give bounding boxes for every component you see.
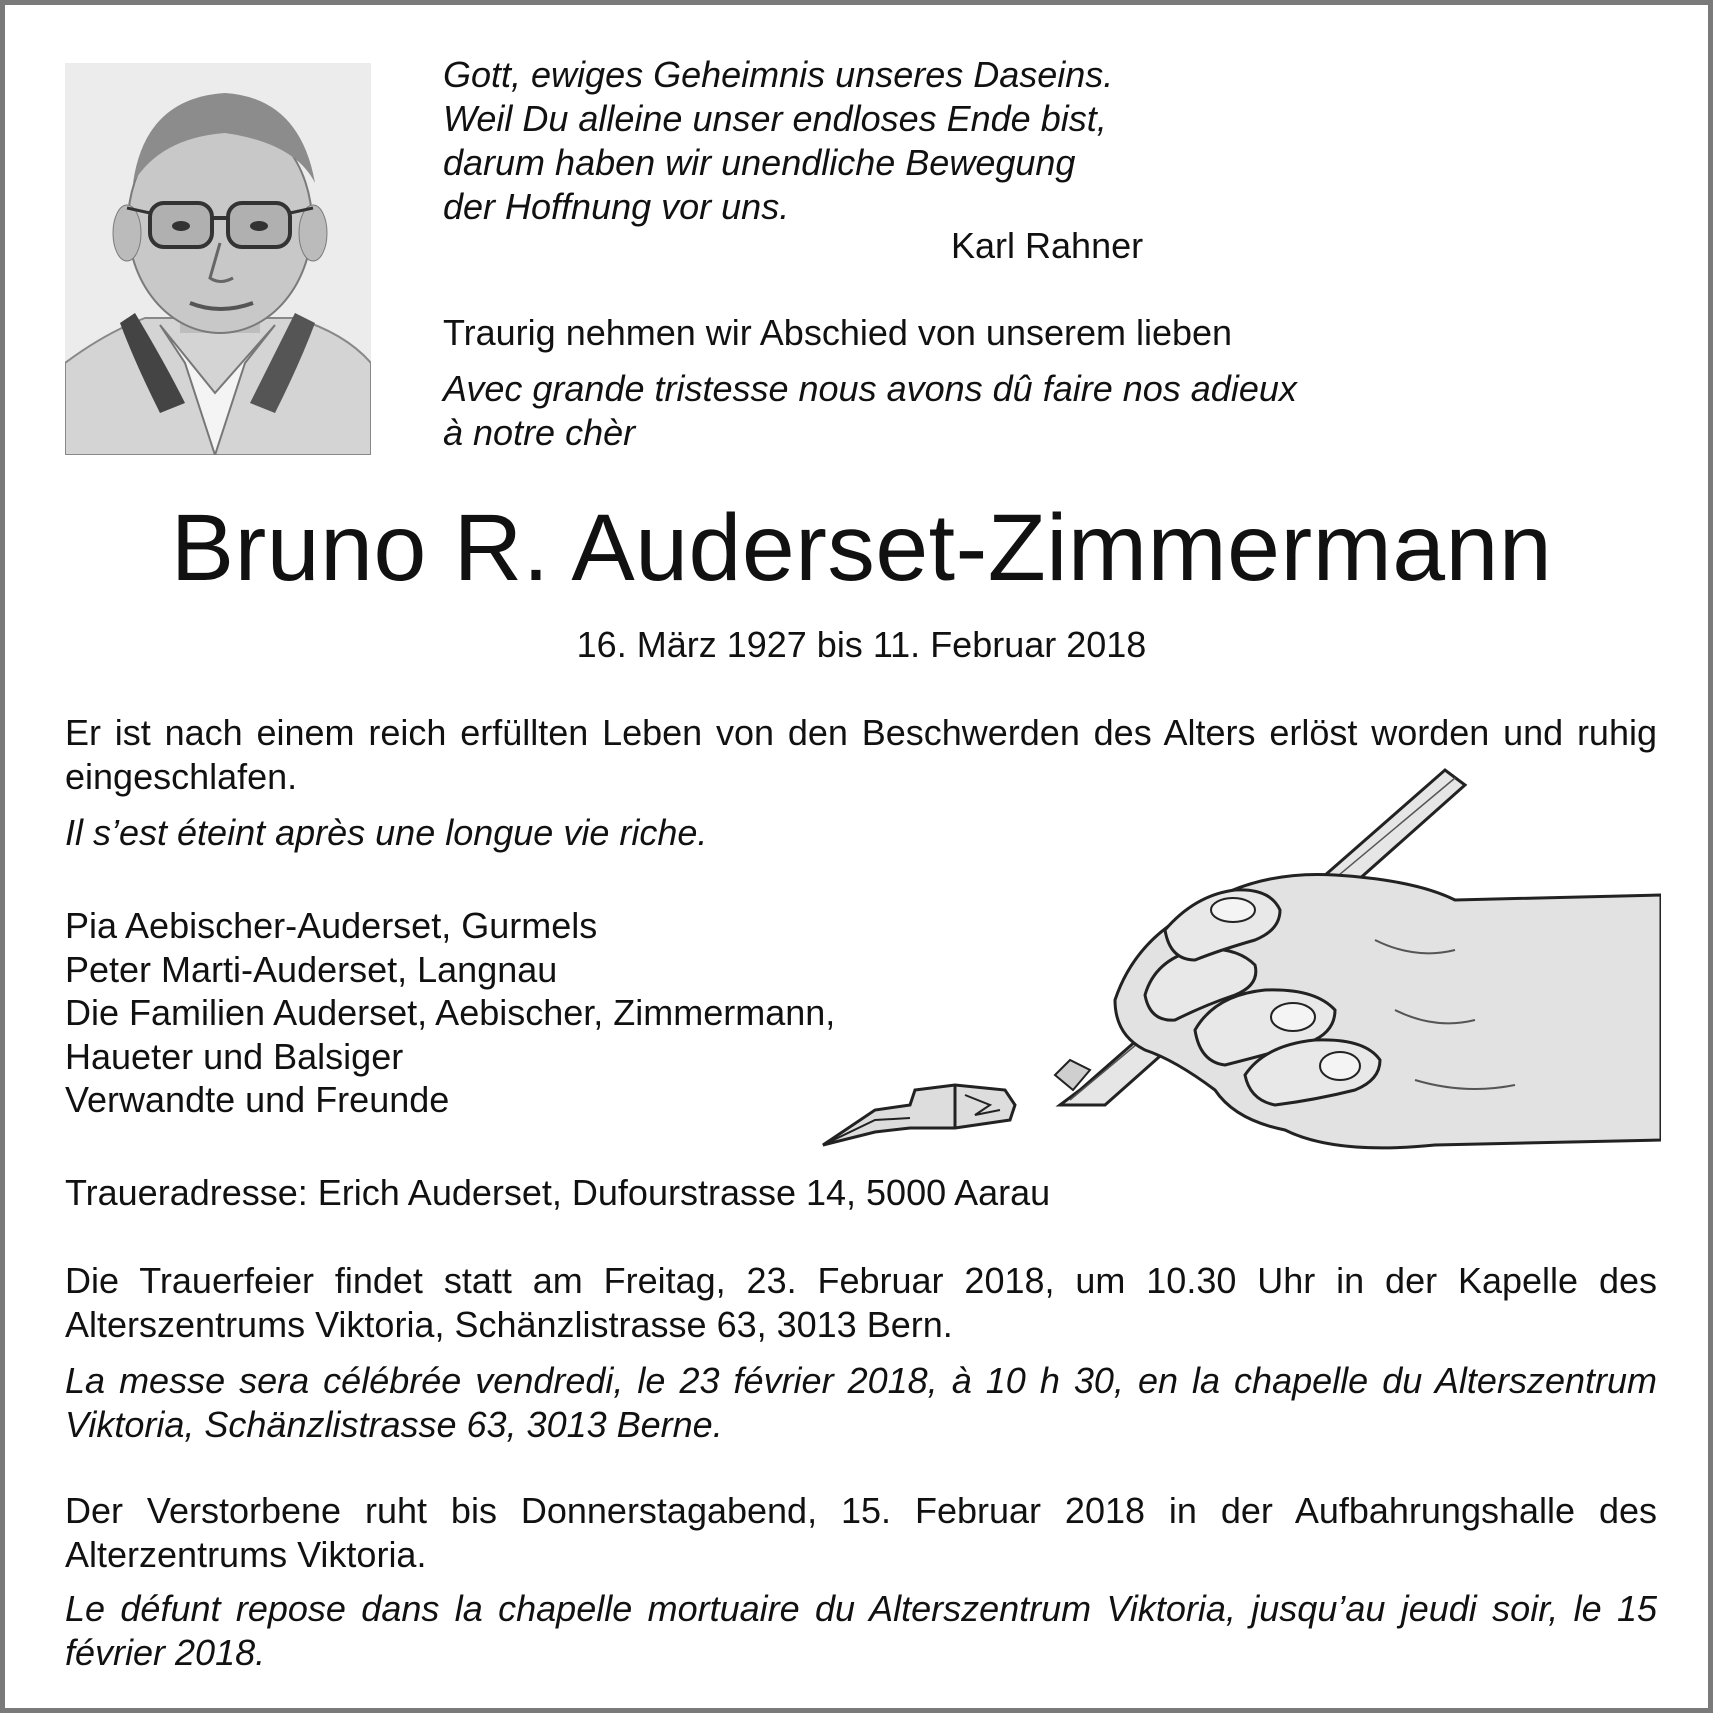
service-german: Die Trauerfeier findet statt am Freitag, 23. Februar 2018, um 10.30 Uhr in der Kapelle des Alterszentrums Viktoria, Schänzlistrasse 63, 3013 Bern. xyxy=(65,1260,1657,1345)
intro-french-line: Avec grande tristesse nous avons dû faire nos adieux xyxy=(443,368,1297,409)
viewing-french: Le défunt repose dans la chapelle mortuaire du Alterszentrum Viktoria, jusqu’au jeudi soir, le 15 février 2018. xyxy=(65,1588,1657,1673)
intro-french xyxy=(443,367,1423,455)
portrait-photo xyxy=(65,63,371,455)
mourner-line: Die Familien Auderset, Aebischer, Zimmermann, xyxy=(65,992,836,1033)
portrait-illustration xyxy=(65,63,371,455)
poem-line: darum haben wir unendliche Bewegung xyxy=(443,142,1076,183)
poem-line: Gott, ewiges Geheimnis unseres Daseins. xyxy=(443,54,1114,95)
mourner-line: Haueter und Balsiger xyxy=(65,1035,404,1077)
mourner-line: Verwandte und Freunde xyxy=(65,1079,450,1120)
poem-line: der Hoffnung vor uns. xyxy=(443,186,790,227)
viewing-german: Der Verstorbene ruht bis Donnerstagabend, 15. Februar 2018 in der Aufbahrungshalle des Alterzentrums Viktoria. xyxy=(65,1490,1657,1575)
mourner-line: Pia Aebischer-Auderset, Gurmels xyxy=(65,905,598,946)
service-french: La messe sera célébrée vendredi, le 23 février 2018, à 10 h 30, en la chapelle du Alterszentrum Viktoria, Schänzlistrasse 63, 3013 Berne. xyxy=(65,1360,1657,1445)
hand-with-pen-illustration xyxy=(815,760,1661,1170)
passing-french: Il s’est éteint après une longue vie riche. xyxy=(65,812,708,853)
poem xyxy=(443,53,1203,229)
intro-german: Traurig nehmen wir Abschied von unserem lieben xyxy=(443,312,1233,353)
poem-line: Weil Du alleine unser endloses Ende bist, xyxy=(443,98,1107,139)
passing-german: Er ist nach einem reich erfüllten Leben von den Beschwerden des Alters erlöst worden und ruhig eingeschlafen. xyxy=(65,712,1657,797)
mourner-line: Peter Marti-Auderset, Langnau xyxy=(65,948,558,990)
mourners-list xyxy=(65,904,835,1122)
intro-french-line: à notre chèr xyxy=(443,412,636,453)
life-dates: 16. März 1927 bis 11. Februar 2018 xyxy=(576,624,1147,665)
poem-author: Karl Rahner xyxy=(951,225,1144,266)
deceased-name: Bruno R. Auderset-Zimmermann xyxy=(170,495,1553,601)
mourning-address: Traueradresse: Erich Auderset, Dufourstrasse 14, 5000 Aarau xyxy=(65,1172,1051,1213)
